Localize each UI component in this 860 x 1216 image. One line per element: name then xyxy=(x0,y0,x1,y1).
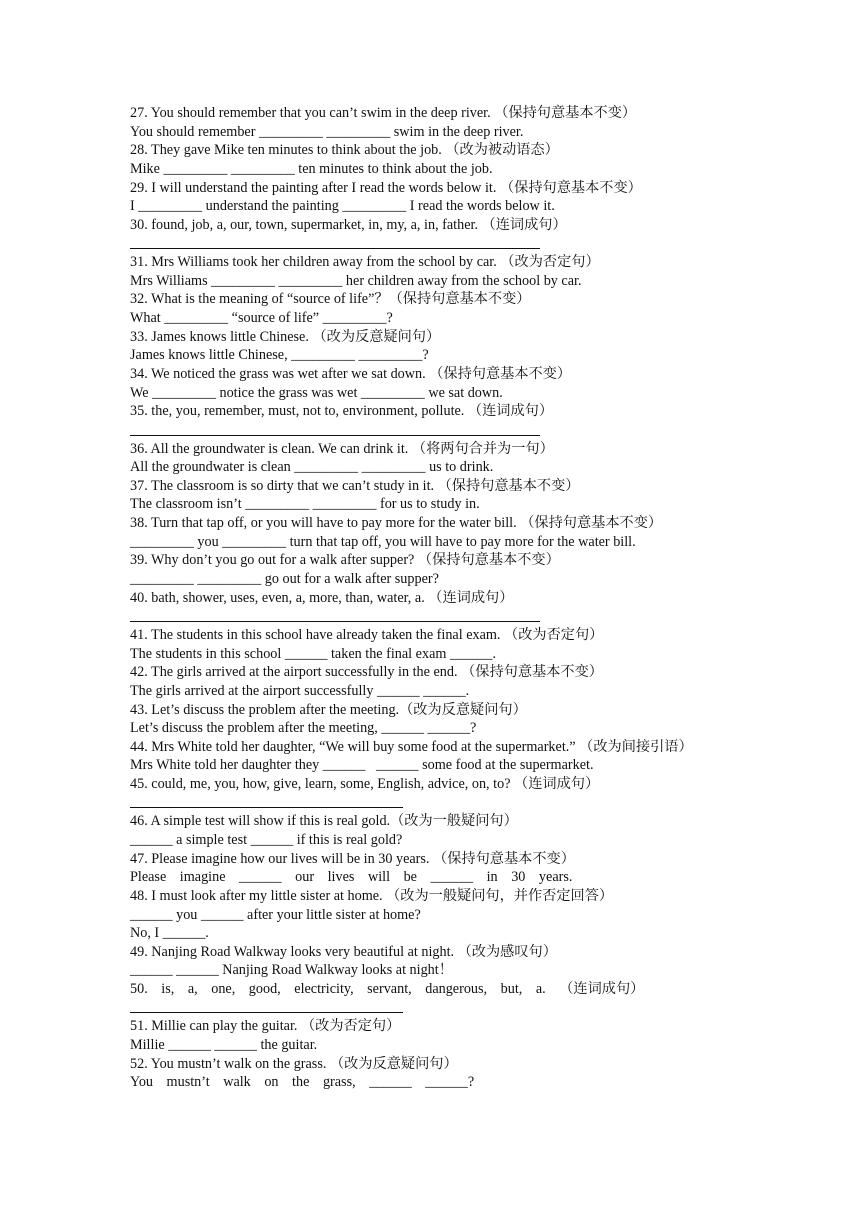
question-52: 52. You mustn’t walk on the grass. （改为反意疑问句） xyxy=(130,1055,458,1072)
answer-39: _________ _________ go out for a walk after supper? xyxy=(130,571,439,588)
answer-line-40 xyxy=(130,607,750,626)
question-35: 35. the, you, remember, must, not to, environment, pollute. （连词成句） xyxy=(130,403,554,420)
answer-line-35 xyxy=(130,421,750,440)
question-34: 34. We noticed the grass was wet after we sat down. （保持句意基本不变） xyxy=(130,365,572,382)
answer-37: The classroom isn’t _________ _________ for us to study in. xyxy=(130,496,480,513)
question-31: 31. Mrs Williams took her children away from the school by car. （改为否定句） xyxy=(130,254,600,271)
question-37: 37. The classroom is so dirty that we can’t study in it. （保持句意基本不变） xyxy=(130,477,580,494)
answer-line-45 xyxy=(130,794,750,813)
question-28: 28. They gave Mike ten minutes to think about the job. （改为被动语态） xyxy=(130,142,559,159)
answer-49: ______ ______ Nanjing Road Walkway looks at night！ xyxy=(130,962,453,979)
answer-line-50 xyxy=(130,999,750,1018)
question-32: 32. What is the meaning of “source of life”？（保持句意基本不变） xyxy=(130,291,531,308)
answer-42: The girls arrived at the airport successfully ______ ______. xyxy=(130,682,470,699)
question-49: 49. Nanjing Road Walkway looks very beautiful at night. （改为感叹句） xyxy=(130,943,557,960)
question-51: 51. Millie can play the guitar. （改为否定句） xyxy=(130,1018,401,1035)
answer-44: Mrs White told her daughter they ______ ______ some food at the supermarket. xyxy=(130,757,594,774)
answer-28: Mike _________ _________ ten minutes to think about the job. xyxy=(130,160,493,177)
question-44: 44. Mrs White told her daughter, “We will buy some food at the supermarket.” （改为间接引语） xyxy=(130,738,693,755)
answer-38: _________ you _________ turn that tap off, you will have to pay more for the water bill. xyxy=(130,533,636,550)
answer-51: Millie ______ ______ the guitar. xyxy=(130,1037,318,1054)
question-47: 47. Please imagine how our lives will be in 30 years. （保持句意基本不变） xyxy=(130,850,575,867)
answer-27: You should remember _________ _________ swim in the deep river. xyxy=(130,123,524,140)
question-40: 40. bath, shower, uses, even, a, more, than, water, a. （连词成句） xyxy=(130,589,514,606)
question-29: 29. I will understand the painting after I read the words below it. （保持句意基本不变） xyxy=(130,179,642,196)
answer-48: ______ you ______ after your little sister at home? xyxy=(130,906,421,923)
answer-52: You mustn’t walk on the grass, ______ ______? xyxy=(130,1074,475,1091)
answer-47: Please imagine ______ our lives will be ______ in 30 years. xyxy=(130,869,573,886)
answer-29: I _________ understand the painting _________ I read the words below it. xyxy=(130,198,555,215)
exercise-sheet xyxy=(130,104,750,1092)
question-27: 27. You should remember that you can’t swim in the deep river. （保持句意基本不变） xyxy=(130,105,637,121)
answer-33: James knows little Chinese, _________ _________? xyxy=(130,347,429,364)
question-39: 39. Why don’t you go out for a walk after supper? （保持句意基本不变） xyxy=(130,552,560,569)
answer-43: Let’s discuss the problem after the meeting, ______ ______? xyxy=(130,720,477,737)
question-46: 46. A simple test will show if this is real gold.（改为一般疑问句） xyxy=(130,813,518,830)
answer-46: ______ a simple test ______ if this is real gold? xyxy=(130,832,403,848)
answer-line-30 xyxy=(130,234,750,253)
question-38: 38. Turn that tap off, or you will have to pay more for the water bill. （保持句意基本不变） xyxy=(130,515,663,532)
question-50: 50. is, a, one, good, electricity, servant, dangerous, but, a. （连词成句） xyxy=(130,981,645,998)
question-30: 30. found, job, a, our, town, supermarket, in, my, a, in, father. （连词成句） xyxy=(130,216,567,233)
answer-41: The students in this school ______ taken the final exam ______. xyxy=(130,645,497,662)
question-33: 33. James knows little Chinese. （改为反意疑问句） xyxy=(130,328,441,345)
answer-48-reply: No, I ______. xyxy=(130,925,209,942)
answer-32: What _________ “source of life” _________? xyxy=(130,310,393,327)
answer-36: All the groundwater is clean _________ _________ us to drink. xyxy=(130,459,494,476)
question-36: 36. All the groundwater is clean. We can drink it. （将两句合并为一句） xyxy=(130,440,554,457)
answer-34: We _________ notice the grass was wet _________ we sat down. xyxy=(130,384,503,401)
question-42: 42. The girls arrived at the airport successfully in the end. （保持句意基本不变） xyxy=(130,664,603,681)
question-41: 41. The students in this school have already taken the final exam. （改为否定句） xyxy=(130,626,604,643)
question-48: 48. I must look after my little sister at home. （改为一般疑问句，并作否定回答） xyxy=(130,887,614,904)
question-45: 45. could, me, you, how, give, learn, some, English, advice, on, to? （连词成句） xyxy=(130,776,600,793)
question-43: 43. Let’s discuss the problem after the meeting.（改为反意疑问句） xyxy=(130,701,527,718)
answer-31: Mrs Williams _________ _________ her children away from the school by car. xyxy=(130,272,582,289)
